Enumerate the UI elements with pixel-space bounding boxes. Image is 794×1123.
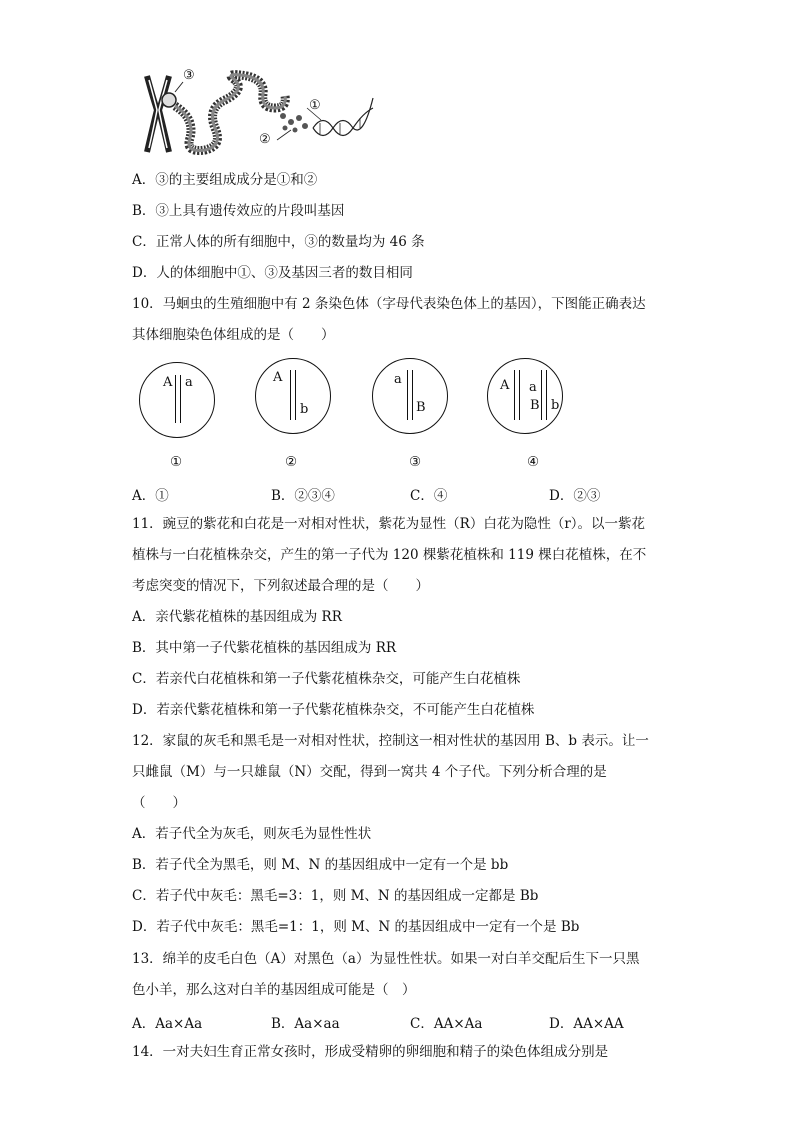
q13-option-c: C．AA×Aa <box>410 1016 483 1032</box>
gene-label: a <box>394 372 402 387</box>
gene-label: A <box>163 375 173 390</box>
gene-label: b <box>551 398 560 413</box>
chromosome-bar <box>514 370 515 420</box>
chromosome-dna-figure <box>135 68 385 158</box>
q13-option-a: A．Aa×Aa <box>132 1016 203 1032</box>
cell-circle <box>372 358 448 434</box>
gene-label: A <box>273 370 283 385</box>
q12-stem-line-2: 只雌鼠（M）与一只雄鼠（N）交配，得到一窝共 4 个子代。下列分析合理的是 <box>132 764 607 780</box>
q11-stem-line-2: 植株与一白花植株杂交，产生的第一子代为 120 棵紫花植株和 119 棵白花植株，在不 <box>132 547 647 563</box>
gene-label: A <box>500 378 510 393</box>
label-3: ③ <box>183 68 195 83</box>
chromosome-bar <box>519 370 520 420</box>
q13-stem-line-2: 色小羊，那么这对白羊的基因组成可能是（ ） <box>132 982 416 998</box>
q11-stem-line-3: 考虑突变的情况下，下列叙述最合理的是（ ） <box>132 578 429 594</box>
q9-option-c: C．正常人体的所有细胞中，③的数量均为 46 条 <box>132 234 425 250</box>
q11-option-a: A．亲代紫花植株的基因组成为 RR <box>132 609 342 625</box>
q13-option-b: B．Aa×aa <box>271 1016 340 1032</box>
q11-stem-line-1: 11．豌豆的紫花和白花是一对相对性状，紫花为显性（R）白花为隐性（r）。以一紫花 <box>132 516 646 532</box>
q12-stem-line-3: （ ） <box>132 795 186 811</box>
gene-label: B <box>416 400 426 415</box>
q9-option-b: B．③上具有遗传效应的片段叫基因 <box>132 203 345 219</box>
q10-option-c: C．④ <box>410 488 448 504</box>
cell-number: ② <box>285 454 298 470</box>
gene-label: a <box>185 375 193 390</box>
q9-option-d: D．人的体细胞中①、③及基因三者的数目相同 <box>132 265 413 281</box>
chromosome-bar <box>175 375 176 423</box>
cell-circle <box>139 362 215 438</box>
q10-option-a: A．① <box>132 488 169 504</box>
q12-option-c: C．若子代中灰毛：黑毛=3：1，则 M、N 的基因组成一定都是 Bb <box>132 888 539 904</box>
q10-option-b: B．②③④ <box>271 488 335 504</box>
chromosome-bar <box>180 375 181 423</box>
q13-option-d: D．AA×AA <box>549 1016 624 1032</box>
chromosome-bar <box>546 370 547 420</box>
q10-stem-line-2: 其体细胞染色体组成的是（ ） <box>132 327 335 343</box>
cell-number: ① <box>170 454 183 470</box>
q12-stem-line-1: 12．家鼠的灰毛和黑毛是一对相对性状，控制这一相对性状的基因用 B、b 表示。让一 <box>132 733 649 749</box>
q11-option-c: C．若亲代白花植株和第一子代紫花植株杂交，可能产生白花植株 <box>132 671 521 687</box>
q14-stem-line-1: 14．一对夫妇生育正常女孩时，形成受精卵的卵细胞和精子的染色体组成分别是 <box>132 1044 609 1060</box>
chromosome-bar <box>412 370 413 420</box>
q11-option-b: B．其中第一子代紫花植株的基因组成为 RR <box>132 640 397 656</box>
q12-option-d: D．若子代中灰毛：黑毛=1：1，则 M、N 的基因组成中一定有一个是 Bb <box>132 919 580 935</box>
q13-stem-line-1: 13．绵羊的皮毛白色（A）对黑色（a）为显性性状。如果一对白羊交配后生下一只黑 <box>132 951 640 967</box>
cell-number: ③ <box>409 454 422 470</box>
chromosome-bar <box>295 370 296 420</box>
cell-number: ④ <box>527 454 540 470</box>
gene-label: b <box>300 402 309 417</box>
gene-label: a <box>529 380 537 395</box>
gene-label: B <box>530 398 540 413</box>
cell-circle <box>255 358 331 434</box>
label-2: ② <box>259 132 271 147</box>
q10-stem-line-1: 10．马蛔虫的生殖细胞中有 2 条染色体（字母代表染色体上的基因），下图能正确表达 <box>132 296 646 312</box>
q12-option-a: A．若子代全为灰毛，则灰毛为显性性状 <box>132 826 372 842</box>
chromosome-bar <box>290 370 291 420</box>
q12-option-b: B．若子代全为黑毛，则 M、N 的基因组成中一定有一个是 bb <box>132 857 509 873</box>
label-1: ① <box>309 98 321 113</box>
q11-option-d: D．若亲代紫花植株和第一子代紫花植株杂交，不可能产生白花植株 <box>132 702 535 718</box>
q10-option-d: D．②③ <box>549 488 601 504</box>
chromosome-bar <box>407 370 408 420</box>
chromosome-bar <box>541 370 542 420</box>
q9-option-a: A．③的主要组成成分是①和② <box>132 172 318 188</box>
cell-circle <box>487 358 563 434</box>
